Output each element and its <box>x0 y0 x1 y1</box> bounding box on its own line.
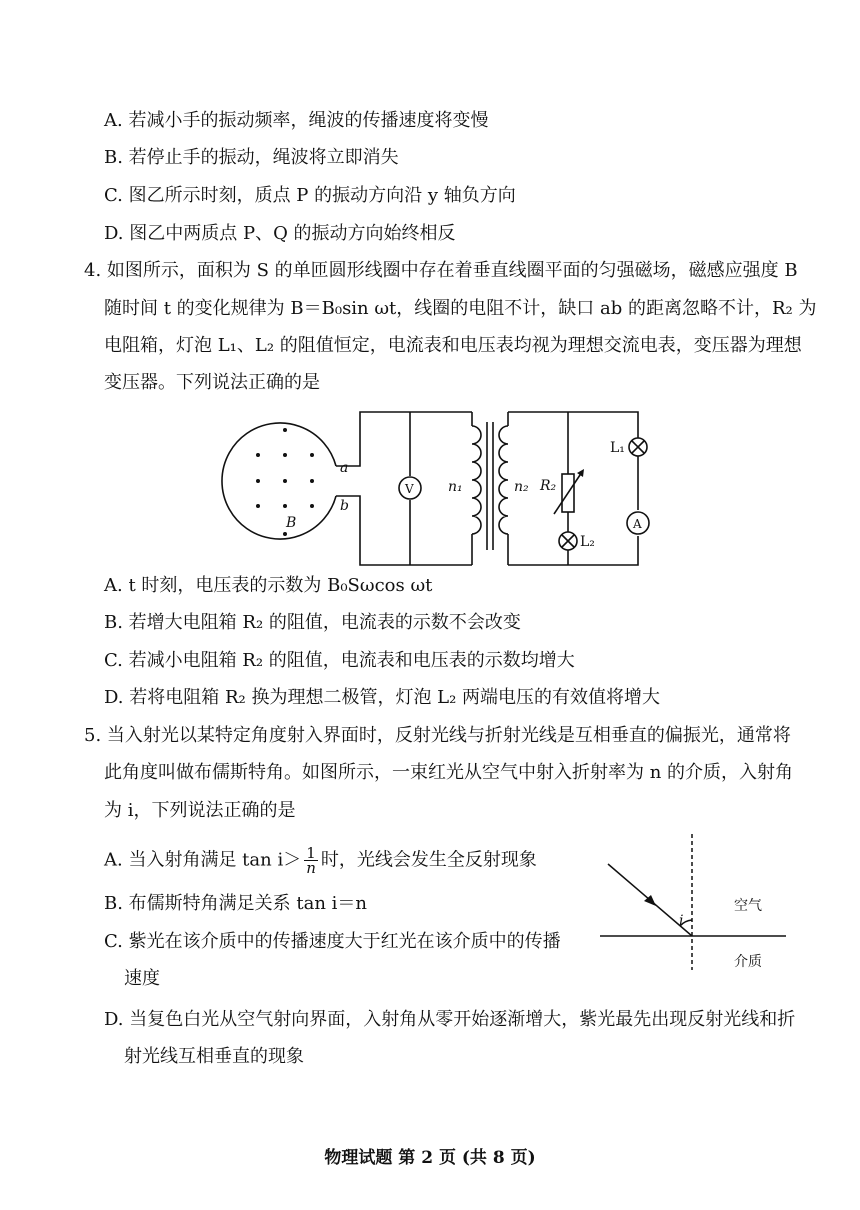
q4-stem-line-3: 电阻箱，灯泡 L₁、L₂ 的阻值恒定，电流表和电压表均视为理想交流电表，变压器为理想 <box>104 335 802 356</box>
label-a: a <box>340 460 349 476</box>
label-r2: R₂ <box>540 478 557 494</box>
q5-option-b: B. 布儒斯特角满足关系 tan i＝n <box>104 893 368 914</box>
q5-stem-line-1: 5. 当入射光以某特定角度射入界面时，反射光线与折射光线是互相垂直的偏振光，通常将 <box>84 725 791 746</box>
angle-i-label: i <box>679 913 684 929</box>
q5-refraction-diagram <box>600 830 800 980</box>
ammeter-label: A <box>633 517 642 531</box>
voltmeter-label: V <box>405 482 414 496</box>
air-label: 空气 <box>734 898 762 914</box>
label-l1: L₁ <box>610 440 625 456</box>
q5-option-a: A. 当入射角满足 tan i＞ $\frac{1}{n}$ 时，光线会发生全反射现象 <box>104 844 537 877</box>
medium-label: 介质 <box>734 954 762 970</box>
q4-option-b: B. 若增大电阻箱 R₂ 的阻值，电流表的示数不会改变 <box>104 612 521 633</box>
label-n2: n₂ <box>514 479 529 495</box>
q3-option-b: B. 若停止手的振动，绳波将立即消失 <box>104 147 399 168</box>
magnetic-field-dots <box>256 428 314 536</box>
page-footer: 物理试题 第 2 页 (共 8 页) <box>324 1148 536 1168</box>
label-field-b: B <box>286 515 297 531</box>
q3-option-d: D. 图乙中两质点 P、Q 的振动方向始终相反 <box>104 223 456 244</box>
label-b: b <box>340 498 349 514</box>
label-n1: n₁ <box>448 479 463 495</box>
q5-option-d-line-2: 射光线互相垂直的现象 <box>124 1046 304 1067</box>
q5-option-c-line-2: 速度 <box>124 968 160 989</box>
q5-option-d-line-1: D. 当复色白光从空气射向界面，入射角从零开始逐渐增大，紫光最先出现反射光线和折 <box>104 1009 796 1030</box>
q5-stem-line-2: 此角度叫做布儒斯特角。如图所示，一束红光从空气中射入折射率为 n 的介质，入射角 <box>104 762 794 783</box>
q4-option-a: A. t 时刻，电压表的示数为 B₀Sωcos ωt <box>104 575 433 596</box>
q4-stem-line-2: 随时间 t 的变化规律为 B＝B₀sin ωt，线圈的电阻不计，缺口 ab 的距离忽略不计，R₂ 为 <box>104 298 817 319</box>
q4-option-d: D. 若将电阻箱 R₂ 换为理想二极管，灯泡 L₂ 两端电压的有效值将增大 <box>104 687 661 708</box>
label-l2: L₂ <box>580 534 595 550</box>
q4-stem-line-4: 变压器。下列说法正确的是 <box>104 372 320 393</box>
q5-stem-line-3: 为 i，下列说法正确的是 <box>104 800 296 821</box>
q4-stem-line-1: 4. 如图所示，面积为 S 的单匝圆形线圈中存在着垂直线圈平面的匀强磁场，磁感应强度 B <box>84 260 798 281</box>
q5-option-c-line-1: C. 紫光在该介质中的传播速度大于红光在该介质中的传播 <box>104 931 561 952</box>
q4-circuit-diagram <box>200 400 670 570</box>
q3-option-c: C. 图乙所示时刻，质点 P 的振动方向沿 y 轴负方向 <box>104 185 516 206</box>
q4-option-c: C. 若减小电阻箱 R₂ 的阻值，电流表和电压表的示数均增大 <box>104 650 575 671</box>
fraction-1-over-n: $\frac{1}{n}$ <box>306 844 316 877</box>
q3-option-a: A. 若减小手的振动频率，绳波的传播速度将变慢 <box>104 110 489 131</box>
